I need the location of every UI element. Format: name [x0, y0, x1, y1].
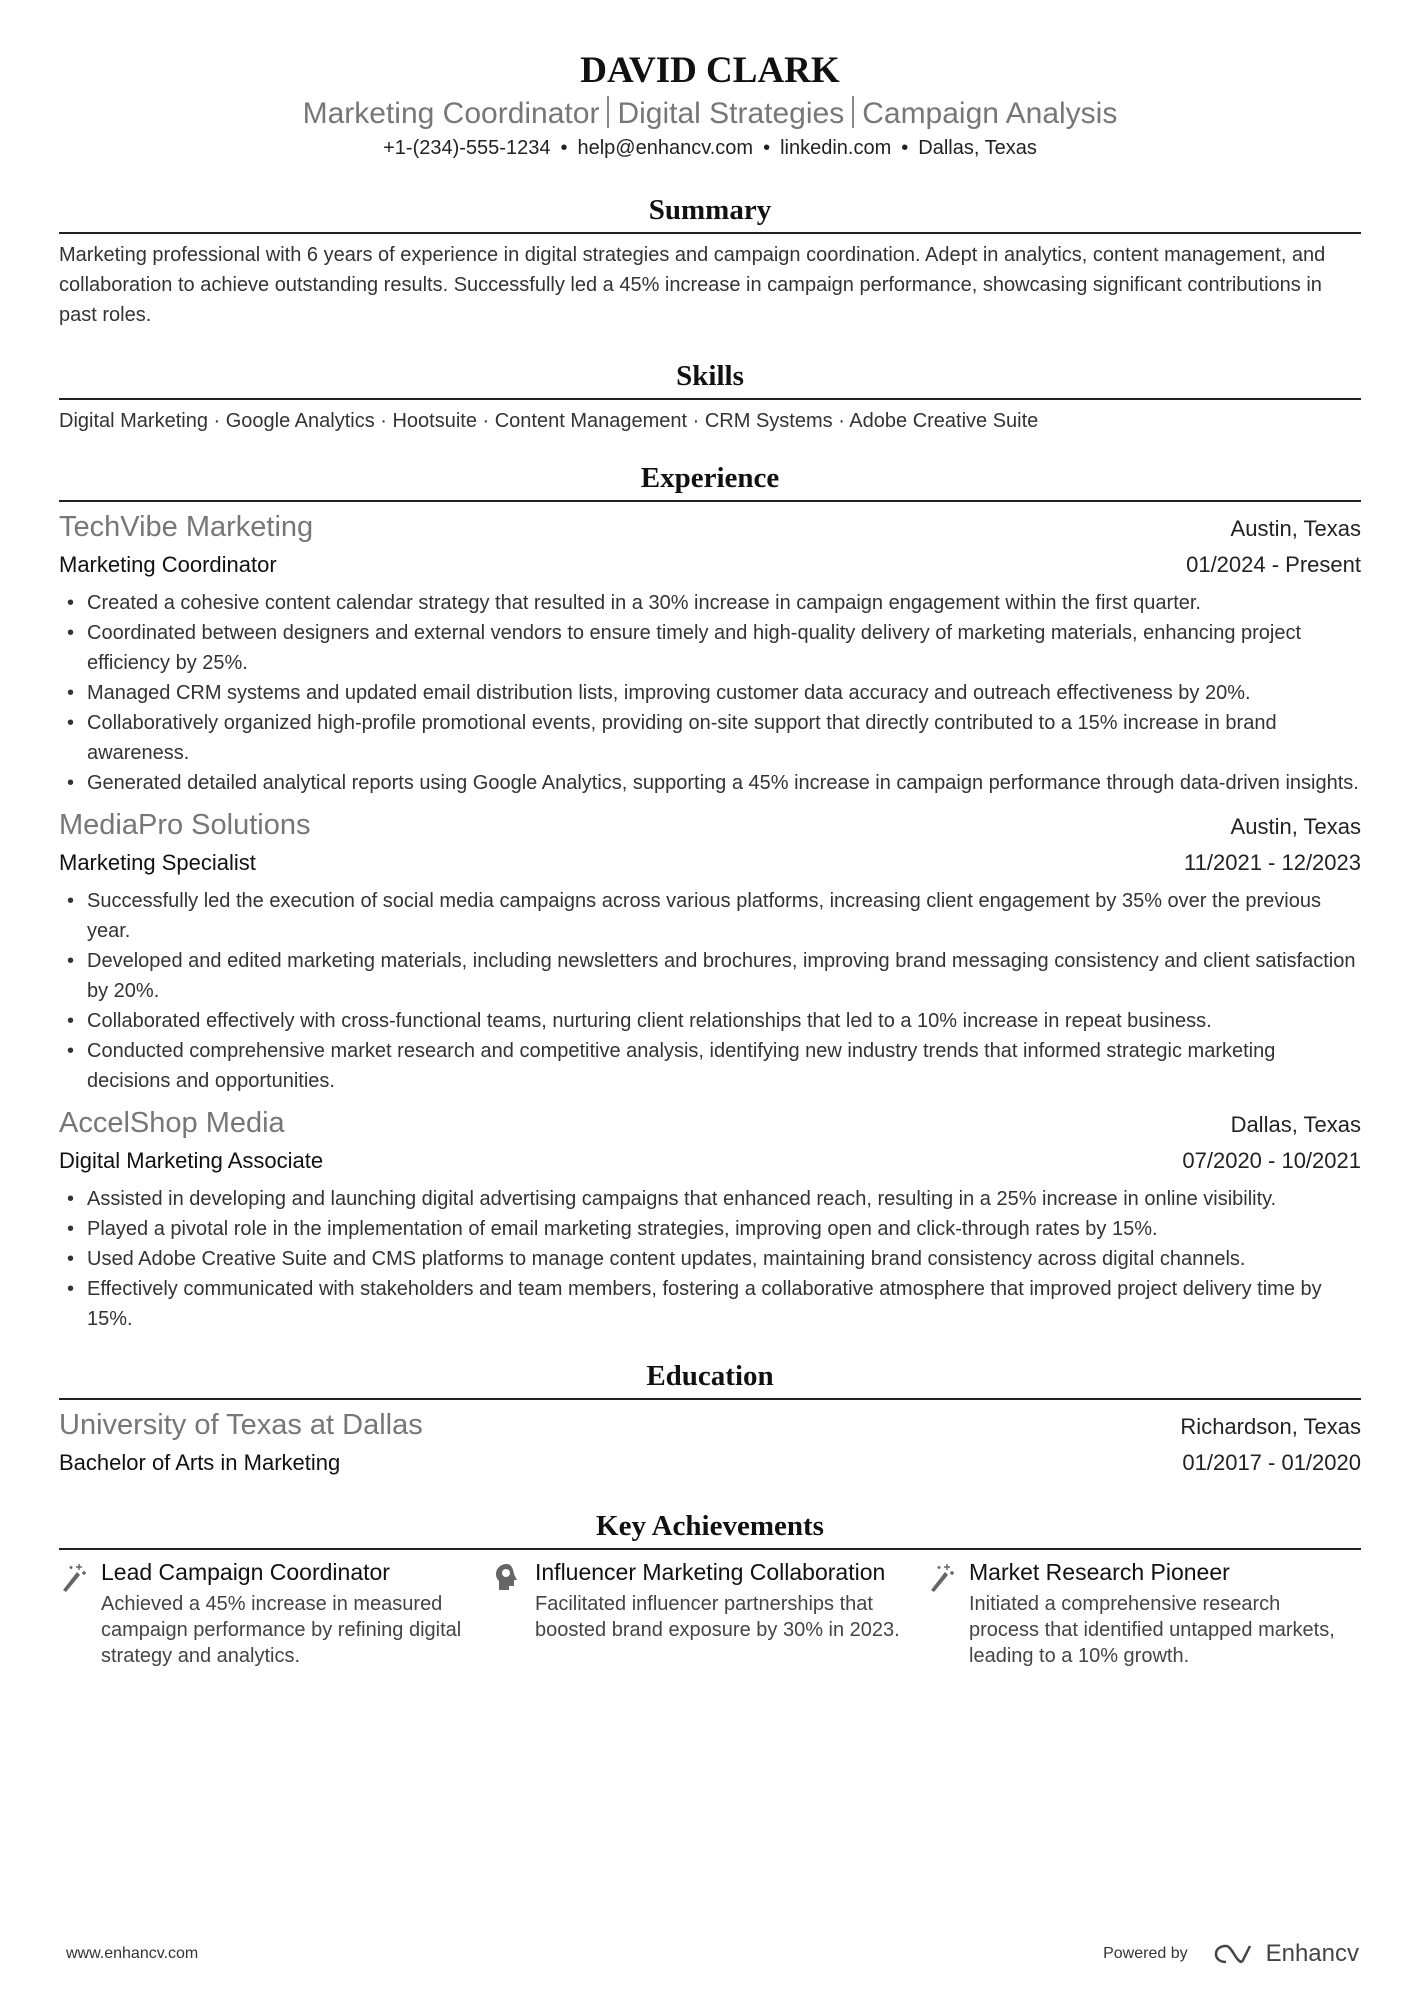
skills-section [59, 358, 1361, 436]
achievement-description: Facilitated influencer partnerships that boosted brand exposure by 30% in 2023. [535, 1593, 900, 1641]
headline [59, 94, 1361, 134]
headline-title: Digital Strategies [617, 97, 845, 130]
skills-text: Digital Marketing · Google Analytics · Hootsuite · Content Management · CRM Systems · Adobe Creative Suite [59, 410, 1039, 432]
section-title: Key Achievements [596, 1510, 824, 1542]
bullet-point: • Coordinated between designers and external vendors to ensure timely and high-quality delivery of marketing materials, enhancing project efficiency by 25%. [59, 618, 1361, 678]
section-divider [59, 500, 1361, 502]
job-location: Austin, Texas [1230, 814, 1361, 839]
job-entry [59, 508, 1361, 798]
divider [607, 96, 609, 128]
bullet-point: • Collaborated effectively with cross-functional teams, nurturing client relationships that led to a 10% increase in repeat business. [59, 1006, 1361, 1036]
job-entry [59, 1104, 1361, 1334]
bullet-point: • Managed CRM systems and updated email distribution lists, improving customer data accuracy and outreach effectiveness by 20%. [59, 678, 1361, 708]
achievement-description: Achieved a 45% increase in measured campaign performance by refining digital strategy and analytics. [101, 1593, 462, 1667]
summary-text: Marketing professional with 6 years of experience in digital strategies and campaign coordination. Adept in analytics, content management, and collaboration to achieve outstanding results. Successfully led a 45% increase in campaign performance, showcasing significant contributions in past roles. [59, 244, 1326, 326]
candidate-name: DAVID CLARK [580, 50, 840, 91]
school-location: Richardson, Texas [1180, 1414, 1361, 1439]
divider [852, 96, 854, 128]
job-location: Dallas, Texas [1230, 1112, 1361, 1137]
bullet-point: • Collaboratively organized high-profile promotional events, providing on-site support that directly contributed to a 15% increase in brand awareness. [59, 708, 1361, 768]
section-title: Summary [648, 194, 772, 226]
bullet-point: • Successfully led the execution of social media campaigns across various platforms, increasing client engagement by 35% over the previous year. [59, 886, 1361, 946]
achievement-title: Market Research Pioneer [969, 1559, 1230, 1585]
education-dates: 01/2017 - 01/2020 [1182, 1450, 1361, 1475]
enhancv-logo[interactable] [1212, 1940, 1359, 1968]
section-divider [59, 232, 1361, 234]
job-bullets [59, 886, 1361, 1096]
bullet-point: • Assisted in developing and launching digital advertising campaigns that enhanced reach, resulting in a 25% increase in online visibility. [59, 1184, 1361, 1214]
job-dates: 01/2024 - Present [1186, 552, 1361, 577]
achievement-title: Influencer Marketing Collaboration [535, 1559, 886, 1585]
achievement-title: Lead Campaign Coordinator [101, 1559, 390, 1585]
bullet-point: • Played a pivotal role in the implementation of email marketing strategies, improving open and click-through rates by 15%. [59, 1214, 1361, 1244]
bullet-point: • Generated detailed analytical reports using Google Analytics, supporting a 45% increase in campaign performance through data-driven insights. [59, 768, 1361, 798]
bullet-point: • Used Adobe Creative Suite and CMS platforms to manage content updates, maintaining brand consistency across digital channels. [59, 1244, 1361, 1274]
email-link[interactable]: help@enhancv.com [577, 137, 754, 159]
company-name: MediaPro Solutions [59, 809, 311, 841]
magic-wand-icon [927, 1558, 957, 1669]
job-title: Digital Marketing Associate [59, 1148, 324, 1173]
section-divider [59, 1548, 1361, 1550]
achievement-item [493, 1558, 927, 1669]
bullet-point: • Effectively communicated with stakeholders and team members, fostering a collaborative atmosphere that improved project delivery time by 15%. [59, 1274, 1361, 1334]
linkedin-link[interactable]: linkedin.com [780, 137, 892, 159]
achievement-item [59, 1558, 493, 1669]
location: Dallas, Texas [918, 137, 1037, 159]
job-dates: 07/2020 - 10/2021 [1182, 1148, 1361, 1173]
school-name: University of Texas at Dallas [59, 1409, 423, 1441]
achievement-description: Initiated a comprehensive research process that identified untapped markets, leading to a 10% growth. [969, 1593, 1335, 1667]
phone: +1-(234)-555-1234 [383, 137, 551, 159]
summary-section [59, 192, 1361, 330]
company-name: TechVibe Marketing [59, 511, 314, 543]
powered-by-label: Powered by [1103, 1945, 1188, 1962]
resume-header [59, 50, 1361, 162]
bullet-point: • Developed and edited marketing materials, including newsletters and brochures, improving brand messaging consistency and client satisfaction by 20%. [59, 946, 1361, 1006]
contact-info: +1-(234)-555-1234 • help@enhancv.com • linkedin.com • Dallas, Texas [383, 137, 1037, 159]
website-link[interactable]: www.enhancv.com [66, 1945, 199, 1962]
job-bullets [59, 1184, 1361, 1334]
magic-wand-icon [59, 1558, 89, 1669]
experience-section [59, 460, 1361, 1334]
job-entry [59, 806, 1361, 1096]
section-title: Education [646, 1360, 774, 1392]
job-bullets [59, 588, 1361, 798]
job-title: Marketing Specialist [59, 850, 256, 875]
section-title: Experience [640, 462, 780, 494]
achievement-item [927, 1558, 1361, 1669]
company-name: AccelShop Media [59, 1107, 285, 1139]
brand-name: Enhancv [1265, 1940, 1359, 1967]
head-lightbulb-icon [493, 1558, 523, 1669]
job-title: Marketing Coordinator [59, 552, 277, 577]
section-divider [59, 1398, 1361, 1400]
job-dates: 11/2021 - 12/2023 [1184, 850, 1361, 875]
footer [66, 1940, 1359, 1968]
headline-title: Marketing Coordinator [302, 97, 600, 130]
section-title: Skills [676, 360, 744, 392]
bullet-point: • Conducted comprehensive market research and competitive analysis, identifying new industry trends that informed strategic marketing decisions and opportunities. [59, 1036, 1361, 1096]
job-location: Austin, Texas [1230, 516, 1361, 541]
degree: Bachelor of Arts in Marketing [59, 1450, 341, 1475]
bullet-point: • Created a cohesive content calendar strategy that resulted in a 30% increase in campaign engagement within the first quarter. [59, 588, 1361, 618]
headline-title: Campaign Analysis [862, 97, 1118, 130]
section-divider [59, 398, 1361, 400]
education-section [59, 1358, 1361, 1482]
enhancv-logo-icon [1212, 1942, 1256, 1966]
achievements-section [59, 1508, 1361, 1669]
